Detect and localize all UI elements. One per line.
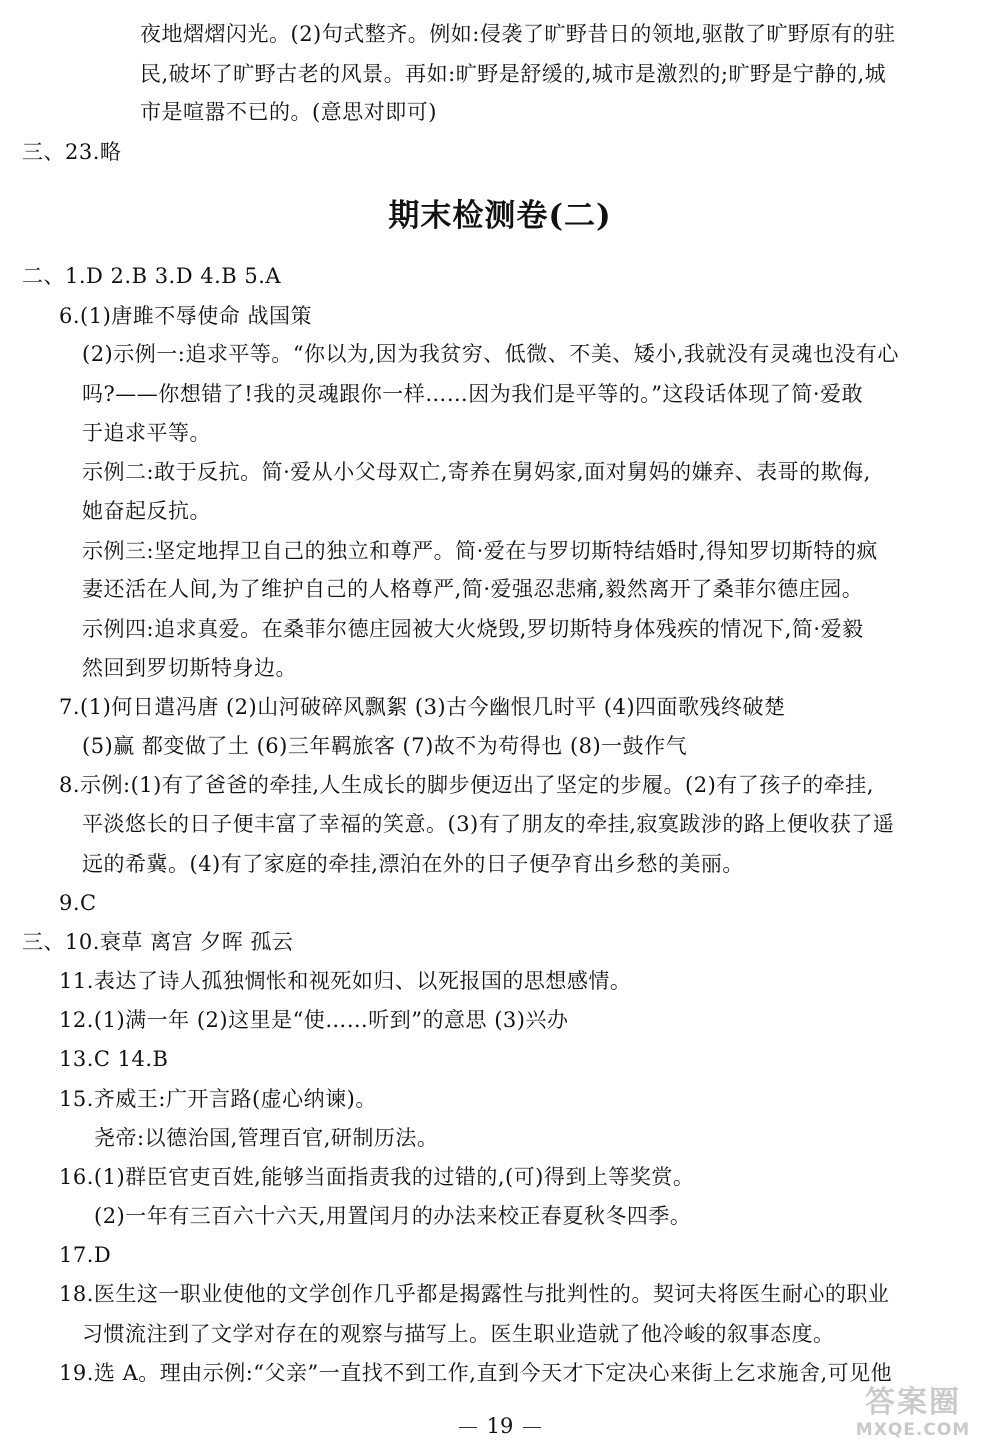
answer-text: 妻还活在人间,为了维护自己的人格尊严,简·爱强忍悲痛,毅然离开了桑菲尔德庄园。: [82, 577, 864, 601]
answer-item: 6.(1)唐雎不辱使命 战国策: [59, 304, 312, 328]
section-heading: 三、23.略: [22, 140, 122, 164]
answer-text: 示例二:敢于反抗。简·爱从小父母双亡,寄养在舅妈家,面对舅妈的嫌弃、表哥的欺侮,: [82, 460, 871, 484]
answer-text: 远的希冀。(4)有了家庭的牵挂,漂泊在外的日子便孕育出乡愁的美丽。: [82, 852, 744, 876]
divider: [459, 1427, 477, 1428]
answer-item: 11.表达了诗人孤独惆怅和视死如归、以死报国的思想感情。: [59, 969, 632, 993]
section-heading: 三、10.衰草 离宫 夕晖 孤云: [22, 930, 294, 954]
divider: [523, 1427, 541, 1428]
answer-text: (2)示例一:追求平等。“你以为,因为我贫穷、低微、不美、矮小,我就没有灵魂也没有心: [82, 342, 899, 366]
watermark: [838, 1386, 988, 1444]
watermark-logo: 答案圈: [865, 1385, 961, 1420]
watermark-site: MXQE.COM: [855, 1420, 971, 1440]
answer-item: 16.(1)群臣官吏百姓,能够当面指责我的过错的,(可)得到上等奖赏。: [59, 1165, 695, 1189]
answer-item: 17.D: [59, 1243, 112, 1267]
answer-item: 9.C: [59, 891, 97, 915]
answer-text: (5)赢 都变做了土 (6)三年羁旅客 (7)故不为苟得也 (8)一鼓作气: [82, 734, 688, 758]
text-line: 民,破坏了旷野古老的风景。再如:旷野是舒缓的,城市是激烈的;旷野是宁静的,城: [140, 62, 887, 86]
answer-text: 尧帝:以德治国,管理百官,研制历法。: [94, 1126, 439, 1150]
answer-text: 示例三:坚定地捍卫自己的独立和尊严。简·爱在与罗切斯特结婚时,得知罗切斯特的疯: [82, 539, 878, 563]
page-number-text: 19: [486, 1414, 514, 1438]
answer-text: 习惯流注到了文学对存在的观察与描写上。医生职业造就了他冷峻的叙事态度。: [82, 1322, 835, 1346]
answer-item: 7.(1)何日遣冯唐 (2)山河破碎风飘絮 (3)古今幽恨几时平 (4)四面歌残终破楚: [59, 695, 786, 719]
text-line: 夜地熠熠闪光。(2)句式整齐。例如:侵袭了旷野昔日的领地,驱散了旷野原有的驻: [140, 22, 896, 46]
text-line: 市是喧嚣不已的。(意思对即可): [140, 100, 437, 124]
section-heading: 二、1.D 2.B 3.D 4.B 5.A: [22, 264, 282, 288]
answer-item: 18.医生这一职业使他的文学创作几乎都是揭露性与批判性的。契诃夫将医生耐心的职业: [59, 1282, 890, 1306]
answer-text: 示例四:追求真爱。在桑菲尔德庄园被大火烧毁,罗切斯特身体残疾的情况下,简·爱毅: [82, 617, 864, 641]
answer-item: 13.C 14.B: [59, 1047, 169, 1071]
answer-text: 平淡悠长的日子便丰富了幸福的笑意。(3)有了朋友的牵挂,寂寞跋涉的路上便收获了遥: [82, 812, 895, 836]
answer-text: 吗?——你想错了!我的灵魂跟你一样……因为我们是平等的。”这段话体现了简·爱敢: [82, 382, 864, 406]
answer-item: 8.示例:(1)有了爸爸的牵挂,人生成长的脚步便迈出了坚定的步履。(2)有了孩子的牵挂,: [59, 773, 874, 797]
answer-item: 19.选 A。理由示例:“父亲”一直找不到工作,直到今天才下定决心来街上乞求施舍,可见他: [59, 1361, 893, 1385]
answer-item: 12.(1)满一年 (2)这里是“使……听到”的意思 (3)兴办: [59, 1008, 569, 1032]
answer-text: 然回到罗切斯特身边。: [82, 656, 297, 680]
page-title: 期末检测卷(二): [388, 198, 612, 234]
answer-text: 于追求平等。: [82, 421, 211, 445]
answer-text: (2)一年有三百六十六天,用置闰月的办法来校正春夏秋冬四季。: [94, 1204, 692, 1228]
answer-text: 她奋起反抗。: [82, 499, 211, 523]
answer-item: 15.齐威王:广开言路(虚心纳谏)。: [59, 1087, 377, 1111]
